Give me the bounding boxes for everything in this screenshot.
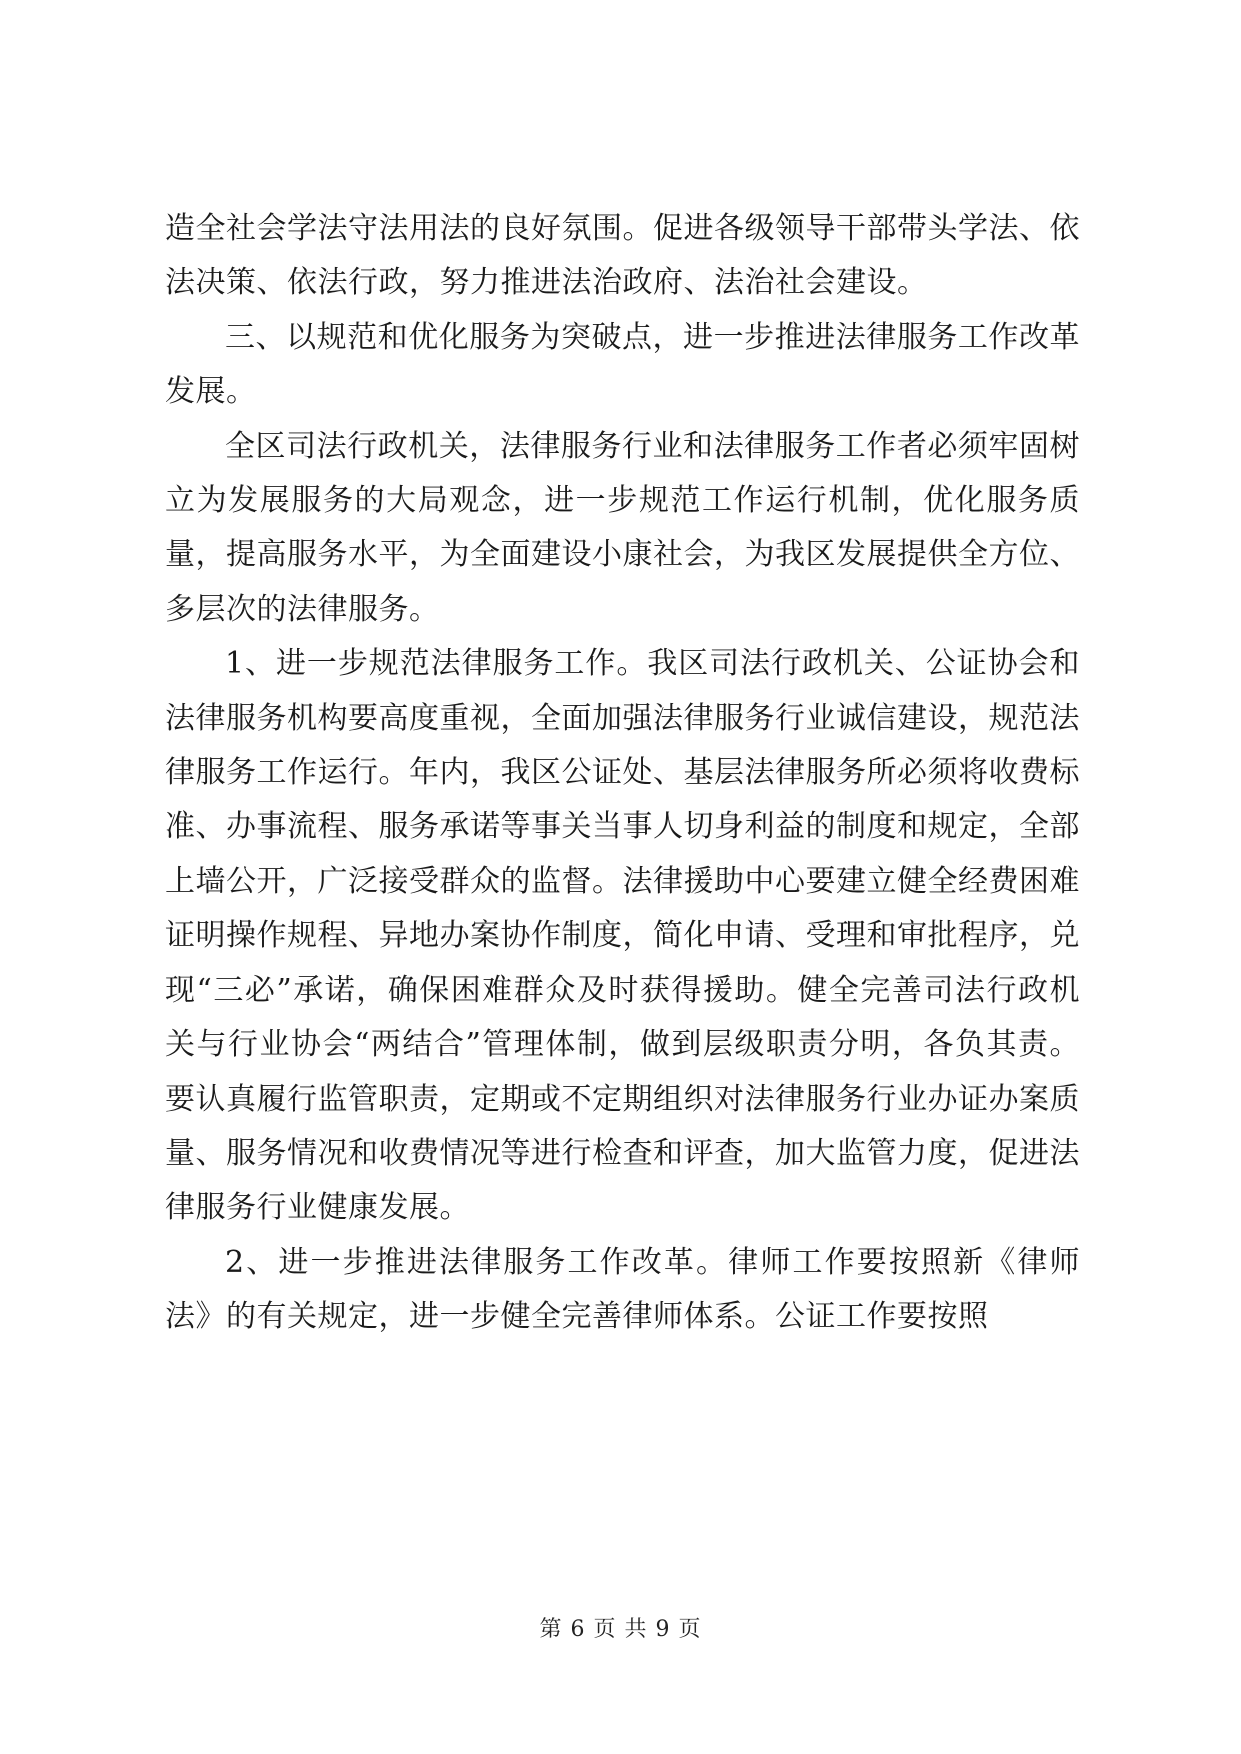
- paragraph-intro: 全区司法行政机关，法律服务行业和法律服务工作者必须牢固树立为发展服务的大局观念，进一步规范工作运行机制，优化服务质量，提高服务水平，为全面建设小康社会，为我区发展提供全方位、多层次的法律服务。: [165, 428, 1080, 627]
- page-number-footer: 第 6 页 共 9 页: [539, 1617, 702, 1642]
- paragraph-continuation: 造全社会学法守法用法的良好氛围。促进各级领导干部带头学法、依法决策、依法行政，努力推进法治政府、法治社会建设。: [165, 211, 1080, 301]
- section-heading-three: 三、以规范和优化服务为突破点，进一步推进法律服务工作改革发展。: [165, 319, 1080, 410]
- paragraph-item-2: 2、进一步推进法律服务工作改革。律师工作要按照新《律师法》的有关规定，进一步健全完善律师体系。公证工作要按照: [165, 1244, 1080, 1335]
- document-body: [165, 202, 1080, 1345]
- paragraph-item-1: 1、进一步规范法律服务工作。我区司法行政机关、公证协会和法律服务机构要高度重视，全面加强法律服务行业诚信建设，规范法律服务工作运行。年内，我区公证处、基层法律服务所必须将收费标准、办事流程、服务承诺等事关当事人切身利益的制度和规定，全部上墙公开，广泛接受群众的监督。法律援助中心要建立健全经费困难证明操作规程、异地办案协作制度，简化申请、受理和审批程序，兑现“三必”承诺，确保困难群众及时获得援助。健全完善司法行政机关与行业协会“两结合”管理体制，做到层级职责分明，各负其责。要认真履行监管职责，定期或不定期组织对法律服务行业办证办案质量、服务情况和收费情况等进行检查和评查，加大监管力度，促进法律服务行业健康发展。: [165, 646, 1080, 1226]
